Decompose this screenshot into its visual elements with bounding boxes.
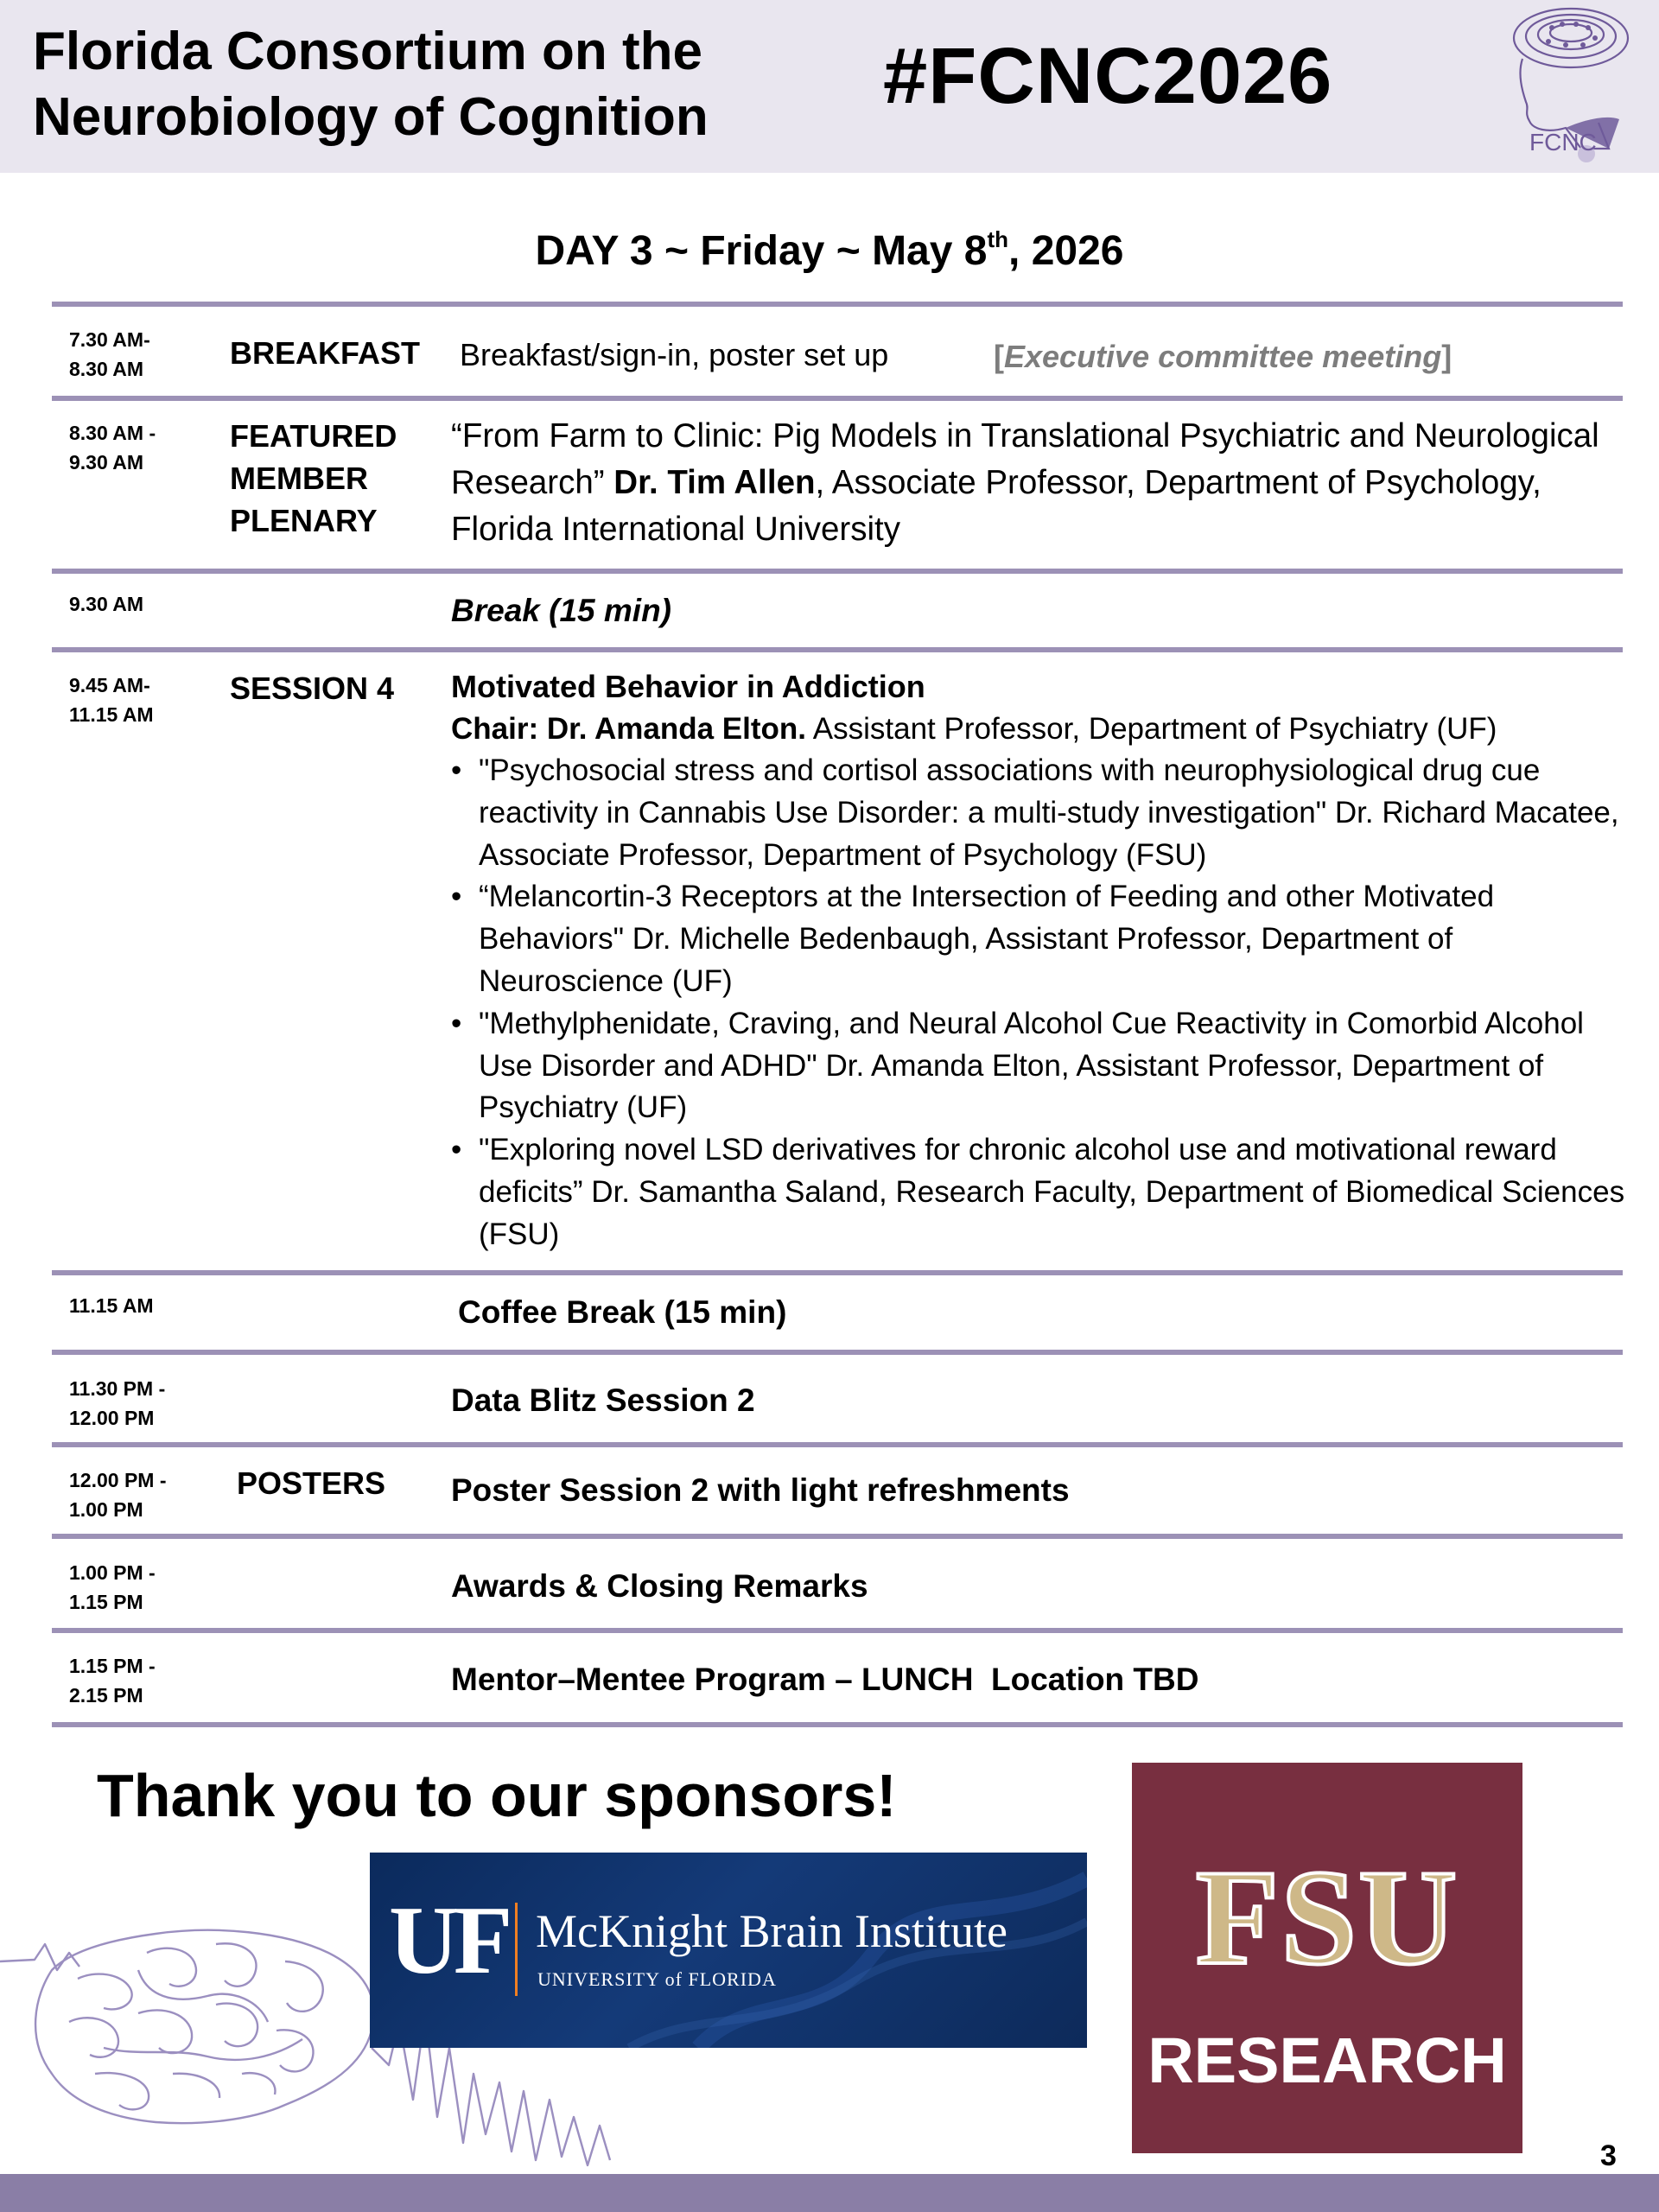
schedule-divider <box>52 647 1623 652</box>
row-time <box>69 1291 154 1320</box>
row-content: Break (15 min) <box>451 593 671 628</box>
session-content <box>451 665 1626 1256</box>
org-name-line2: Neurobiology of Cognition <box>33 87 709 147</box>
page-header <box>0 0 1659 173</box>
row-time <box>69 1374 165 1433</box>
talk-item: • "Psychosocial stress and cortisol associations with neurophysiological drug cue reactivity in Cannabis Use Disorder: a multi-study investigation" Dr. Richard Macatee, Associate Professor, Department of Psychology (FSU) <box>451 750 1626 876</box>
row-time <box>69 671 154 729</box>
uf-mcknight-logo <box>370 1853 1087 2048</box>
schedule-divider <box>52 1722 1623 1727</box>
fcnc-logo <box>1469 2 1633 171</box>
row-time <box>69 589 143 619</box>
row-label <box>230 415 397 542</box>
day-title-suffix: , 2026 <box>1008 228 1124 274</box>
time-end: 1.00 PM <box>69 1498 143 1521</box>
plenary-talk-title: “From Farm to Clinic: Pig Models in Translational Psychiatric and Neurological Research” <box>451 417 1599 501</box>
time-start: 11.15 AM <box>69 1294 154 1317</box>
time-start: 9.30 AM <box>69 593 144 615</box>
row-time <box>69 1651 156 1710</box>
time-start: 12.00 PM - <box>69 1469 167 1491</box>
schedule-divider <box>52 1350 1623 1355</box>
time-end: 2.15 PM <box>69 1684 143 1707</box>
plenary-affiliation: , Associate Professor, Department of Psychology, Florida International University <box>451 464 1541 548</box>
sponsors-heading: Thank you to our sponsors! <box>97 1762 897 1829</box>
row-content: Mentor–Mentee Program – LUNCH Location TBD <box>451 1662 1199 1697</box>
fsu-mark: FSU <box>1195 1842 1459 1993</box>
uf-divider <box>515 1903 518 1996</box>
schedule-row-session-4 <box>52 665 1623 1266</box>
uf-university-name: UNIVERSITY of FLORIDA <box>537 1968 777 1990</box>
row-time <box>69 418 156 477</box>
schedule-divider <box>52 1534 1623 1539</box>
schedule-divider <box>52 302 1623 307</box>
page-number: 3 <box>1600 2139 1617 2172</box>
organization-name <box>33 19 862 150</box>
day-title <box>0 226 1659 275</box>
row-time <box>69 325 150 384</box>
executive-meeting-note <box>994 339 1452 375</box>
time-end: 12.00 PM <box>69 1407 155 1429</box>
label-line: PLENARY <box>230 503 378 538</box>
label-line: FEATURED <box>230 418 397 454</box>
uf-mark: UF <box>389 1887 508 1994</box>
time-end: 11.15 AM <box>69 703 154 726</box>
session-title: Motivated Behavior in Addiction <box>451 669 925 704</box>
time-start: 9.45 AM- <box>69 674 150 696</box>
time-start: 11.30 PM - <box>69 1377 166 1400</box>
row-label: SESSION 4 <box>230 671 395 706</box>
row-time <box>69 1558 156 1617</box>
schedule-row-mentor-lunch <box>52 1646 1623 1715</box>
label-line: MEMBER <box>230 461 368 496</box>
row-time <box>69 1465 167 1524</box>
day-title-ordinal: th <box>987 226 1009 252</box>
day-title-prefix: DAY 3 ~ Friday ~ May 8 <box>535 228 988 274</box>
schedule-divider <box>52 569 1623 574</box>
plenary-content <box>451 413 1626 553</box>
chair-label: Chair: Dr. Amanda Elton. <box>451 712 806 746</box>
talk-item: • “Melancortin-3 Receptors at the Intersection of Feeding and other Motivated Behaviors" Dr. Michelle Bedenbaugh, Assistant Professor, Department of Neuroscience (UF) <box>451 876 1626 1002</box>
schedule-row-data-blitz <box>52 1369 1623 1438</box>
schedule-divider <box>52 1442 1623 1447</box>
time-end: 1.15 PM <box>69 1591 143 1613</box>
time-start: 7.30 AM- <box>69 328 150 351</box>
fcnc-logo-text: FCNC <box>1529 129 1597 156</box>
note-text: Executive committee meeting <box>1004 339 1442 374</box>
schedule-row-plenary <box>52 413 1623 564</box>
schedule-divider <box>52 1270 1623 1275</box>
time-end: 9.30 AM <box>69 451 144 474</box>
time-start: 1.00 PM - <box>69 1561 156 1584</box>
row-content: Awards & Closing Remarks <box>451 1568 868 1604</box>
row-content: Breakfast/sign-in, poster set up <box>460 337 889 372</box>
plenary-speaker: Dr. Tim Allen <box>613 464 816 501</box>
time-end: 8.30 AM <box>69 358 144 380</box>
schedule-divider <box>52 396 1623 401</box>
org-name-line1: Florida Consortium on the <box>33 22 702 81</box>
fsu-research-text: RESEARCH <box>1147 2024 1507 2096</box>
row-content: Poster Session 2 with light refreshments <box>451 1472 1070 1508</box>
row-content: Coffee Break (15 min) <box>458 1294 787 1330</box>
schedule-row-awards <box>52 1553 1623 1622</box>
event-hashtag: #FCNC2026 <box>883 32 1333 120</box>
schedule-divider <box>52 1628 1623 1633</box>
schedule-row-breakfast <box>52 320 1623 389</box>
session-chair <box>451 708 1626 750</box>
talk-list <box>451 750 1626 1256</box>
footer-bar <box>0 2174 1659 2212</box>
schedule-row-break <box>52 579 1623 644</box>
schedule-row-coffee-break <box>52 1289 1623 1345</box>
row-label: POSTERS <box>237 1465 386 1501</box>
note-bracket-open: [ <box>994 339 1004 374</box>
talk-item: • "Exploring novel LSD derivatives for chronic alcohol use and motivational reward deficits” Dr. Samantha Saland, Research Faculty, Department of Biomedical Sciences (FSU) <box>451 1129 1626 1255</box>
time-start: 8.30 AM - <box>69 422 156 444</box>
row-label: BREAKFAST <box>230 335 421 371</box>
schedule-row-posters <box>52 1460 1623 1529</box>
fsu-research-logo <box>1132 1763 1522 2153</box>
talk-item: • "Methylphenidate, Craving, and Neural Alcohol Cue Reactivity in Comorbid Alcohol Use Disorder and ADHD" Dr. Amanda Elton, Assistant Professor, Department of Psychiatry (UF) <box>451 1003 1626 1129</box>
chair-affiliation: Assistant Professor, Department of Psychiatry (UF) <box>805 712 1497 746</box>
time-start: 1.15 PM - <box>69 1655 156 1677</box>
note-bracket-close: ] <box>1441 339 1452 374</box>
uf-institute-name: McKnight Brain Institute <box>536 1905 1007 1957</box>
row-content: Data Blitz Session 2 <box>451 1382 755 1418</box>
